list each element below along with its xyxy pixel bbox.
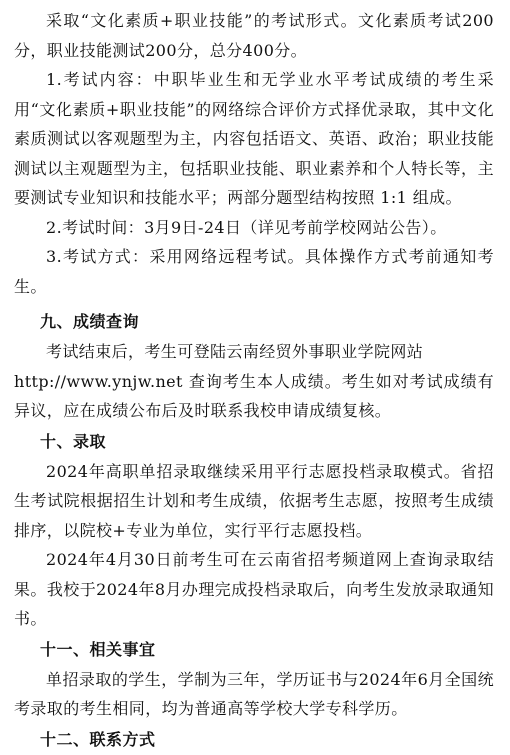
admission-paragraph-2: 2024年4月30日前考生可在云南省招考频道网上查询录取结果。我校于2024年8月办理完成投档录取后，向考生发放录取通知书。 <box>14 550 494 628</box>
exam-method-item: 3.考试方式：采用网络远程考试。具体操作方式考前通知考生。 <box>14 247 494 296</box>
section-heading-score-query: 九、成绩查询 <box>40 312 140 331</box>
related-matters-paragraph: 单招录取的学生，学制为三年，学历证书与2024年6月全国统考录取的考生相同，均为普通高等学校大学专科学历。 <box>14 669 494 718</box>
section-heading-contact: 十二、联系方式 <box>40 729 156 749</box>
exam-form-intro: 采取“文化素质+职业技能”的考试形式。文化素质考试200分，职业技能测试200分，总分400分。 <box>14 11 494 60</box>
exam-content-item: 1.考试内容：中职毕业生和无学业水平考试成绩的考生采用“文化素质+职业技能”的网络综合评价方式择优录取，其中文化素质测试以客观题型为主，内容包括语文、英语、政治；职业技能测试以主观题型为主，包括职业技能、职业素养和个人特长等，主要测试专业知识和技能水平；两部分题型结构按照 1:1 组成。 <box>14 70 494 207</box>
section-heading-admission: 十、录取 <box>40 431 107 451</box>
admission-paragraph-1: 2024年高职单招录取继续采用平行志愿投档录取模式。省招生考试院根据招生计划和考生成绩，依据考生志愿，按照考生成绩排序，以院校+专业为单位，实行平行志愿投档。 <box>14 461 494 540</box>
score-query-paragraph-line2: http://www.ynjw.net 查询考生本人成绩。考生如对考试成绩有异议，应在成绩公布后及时联系我校申请成绩复核。 <box>14 371 494 420</box>
section-heading-related-matters: 十一、相关事宜 <box>40 639 156 659</box>
score-query-paragraph-line1: 考试结束后，考生可登陆云南经贸外事职业学院网站 <box>46 342 424 361</box>
exam-time-item: 2.考试时间：3月9日-24日（详见考前学校网站公告）。 <box>46 217 447 237</box>
